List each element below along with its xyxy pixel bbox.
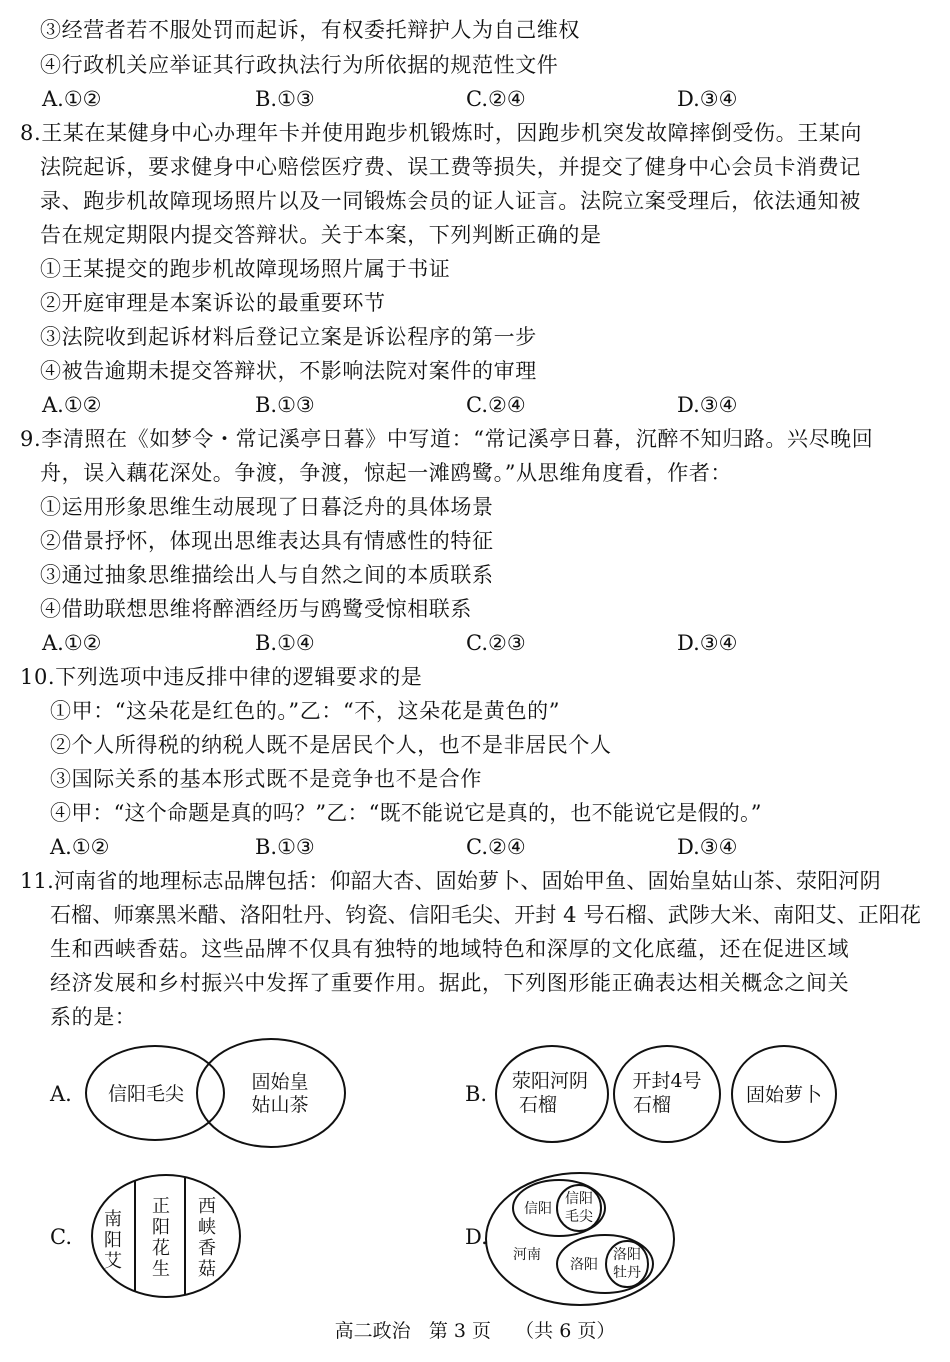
q8-item-1: ①王某提交的跑步机故障现场照片属于书证 — [40, 257, 451, 281]
q8-stem-line-4: 告在规定期限内提交答辩状。关于本案，下列判断正确的是 — [40, 223, 602, 247]
footer-subject: 高二政治 — [334, 1320, 411, 1342]
q10-option-a: A.①② — [50, 835, 110, 859]
diagram-d-sub2-inner-label-1: 洛阳 — [613, 1247, 641, 1263]
q7-item-4: ④行政机关应举证其行政执法行为所依据的规范性文件 — [40, 53, 559, 77]
q11-stem-line-1: 11.河南省的地理标志品牌包括：仰韶大杏、固始萝卜、固始甲鱼、固始皇姑山茶、荥阳河阴 — [20, 869, 881, 893]
diagram-c-col3-char-2: 峡 — [198, 1217, 216, 1238]
diagram-a-right-label-2: 姑山茶 — [251, 1094, 309, 1116]
diagram-a-letter: A. — [50, 1082, 72, 1106]
diagram-c-col3-char-1: 西 — [198, 1196, 216, 1217]
q9-option-d: D.③④ — [677, 631, 738, 655]
diagram-b-c2-label-2: 石榴 — [632, 1094, 672, 1116]
q8-stem-line-3: 录、跑步机故障现场照片以及一同锻炼会员的证人证言。法院立案受理后，依法通知被 — [40, 189, 861, 213]
diagram-d-sub1-inner-label-1: 信阳 — [565, 1191, 593, 1207]
page-footer — [0, 1319, 950, 1343]
diagram-c-col2-char-4: 生 — [152, 1259, 170, 1280]
q10-item-1: ①甲：“这朵花是红色的。”乙：“不，这朵花是黄色的” — [50, 699, 561, 723]
q9-item-2: ②借景抒怀，体现出思维表达具有情感性的特征 — [40, 529, 494, 553]
q10-option-d: D.③④ — [677, 835, 738, 859]
q10-item-4: ④甲：“这个命题是真的吗？”乙：“既不能说它是真的，也不能说它是假的。” — [50, 801, 762, 825]
q10-item-3: ③国际关系的基本形式既不是竞争也不是合作 — [50, 767, 482, 791]
q8-item-2: ②开庭审理是本案诉讼的最重要环节 — [40, 291, 386, 315]
q7-option-b: B.①③ — [255, 87, 315, 111]
footer-total: （共 6 页） — [515, 1320, 616, 1342]
q11-stem-line-5: 系的是： — [50, 1005, 137, 1029]
q7-option-a: A.①② — [42, 87, 102, 111]
diagram-a-left-label: 信阳毛尖 — [107, 1083, 185, 1105]
q9-stem-line-2: 舟，误入藕花深处。争渡，争渡，惊起一滩鸥鹭。”从思维角度看，作者： — [40, 461, 733, 485]
q9-stem-line-1: 9.李清照在《如梦令・常记溪亭日暮》中写道：“常记溪亭日暮，沉醉不知归路。兴尽晚回 — [20, 427, 874, 451]
diagram-d-sub2-label: 洛阳 — [570, 1257, 598, 1273]
diagram-c-col2-char-1: 正 — [152, 1196, 170, 1217]
diagram-b-c3-label: 固始萝卜 — [745, 1084, 823, 1106]
q10-option-c: C.②④ — [466, 835, 526, 859]
diagram-b-letter: B. — [465, 1082, 488, 1106]
q8-stem-line-1: 8.王某在某健身中心办理年卡并使用跑步机锻炼时，因跑步机突发故障摔倒受伤。王某向 — [20, 121, 863, 145]
diagram-d-outer-label: 河南 — [513, 1247, 541, 1263]
diagram-d-letter: D. — [465, 1225, 488, 1249]
q8-option-a: A.①② — [42, 393, 102, 417]
diagram-c-col1-char-3: 艾 — [104, 1251, 122, 1272]
diagram-d-sub1-inner-label-2: 毛尖 — [565, 1209, 593, 1225]
diagram-a-right-label-1: 固始皇 — [251, 1071, 309, 1093]
diagram-d-sub1-label: 信阳 — [524, 1201, 552, 1217]
diagram-c-col2-char-2: 阳 — [152, 1217, 170, 1238]
q10-option-b: B.①③ — [255, 835, 315, 859]
diagram-c-letter: C. — [50, 1225, 72, 1249]
diagram-c-col1-char-2: 阳 — [104, 1230, 122, 1251]
q11-stem-line-3: 生和西峡香菇。这些品牌不仅具有独特的地域特色和深厚的文化底蕴，还在促进区域 — [50, 937, 850, 961]
diagram-b-c2-label-1: 开封4号 — [632, 1070, 702, 1092]
diagram-c-col3-char-3: 香 — [198, 1238, 216, 1259]
q8-stem-line-2: 法院起诉，要求健身中心赔偿医疗费、误工费等损失，并提交了健身中心会员卡消费记 — [40, 155, 861, 179]
q11-stem-line-4: 经济发展和乡村振兴中发挥了重要作用。据此，下列图形能正确表达相关概念之间关 — [50, 971, 850, 995]
q8-option-b: B.①③ — [255, 393, 315, 417]
diagram-d-sub2-inner-label-2: 牡丹 — [613, 1265, 641, 1281]
q11-stem-line-2: 石榴、师寨黑米醋、洛阳牡丹、钧瓷、信阳毛尖、开封 4 号石榴、武陟大米、南阳艾、正阳花 — [50, 903, 922, 927]
diagram-c-col2-char-3: 花 — [152, 1238, 170, 1259]
q8-option-c: C.②④ — [466, 393, 526, 417]
q9-item-3: ③通过抽象思维描绘出人与自然之间的本质联系 — [40, 563, 494, 587]
q9-option-b: B.①④ — [255, 631, 315, 655]
footer-page: 第 3 页 — [428, 1320, 491, 1342]
q9-option-a: A.①② — [42, 631, 102, 655]
q7-option-c: C.②④ — [466, 87, 526, 111]
diagram-b-c1-label-2: 石榴 — [518, 1094, 558, 1116]
q8-option-d: D.③④ — [677, 393, 738, 417]
q8-item-3: ③法院收到起诉材料后登记立案是诉讼程序的第一步 — [40, 325, 537, 349]
q10-stem: 10.下列选项中违反排中律的逻辑要求的是 — [20, 665, 423, 689]
q10-item-2: ②个人所得税的纳税人既不是居民个人，也不是非居民个人 — [50, 733, 612, 757]
q9-item-4: ④借助联想思维将醉酒经历与鸥鹭受惊相联系 — [40, 597, 472, 621]
q9-item-1: ①运用形象思维生动展现了日暮泛舟的具体场景 — [40, 495, 494, 519]
diagram-c-col1-char-1: 南 — [104, 1209, 122, 1230]
q9-option-c: C.②③ — [466, 631, 526, 655]
q7-option-d: D.③④ — [677, 87, 738, 111]
diagram-a-right-ellipse — [197, 1039, 345, 1147]
diagram-b-c1-label-1: 荥阳河阴 — [511, 1070, 589, 1092]
diagram-c-col3-char-4: 菇 — [198, 1259, 216, 1280]
q7-item-3: ③经营者若不服处罚而起诉，有权委托辩护人为自己维权 — [40, 18, 580, 42]
q8-item-4: ④被告逾期未提交答辩状，不影响法院对案件的审理 — [40, 359, 537, 383]
